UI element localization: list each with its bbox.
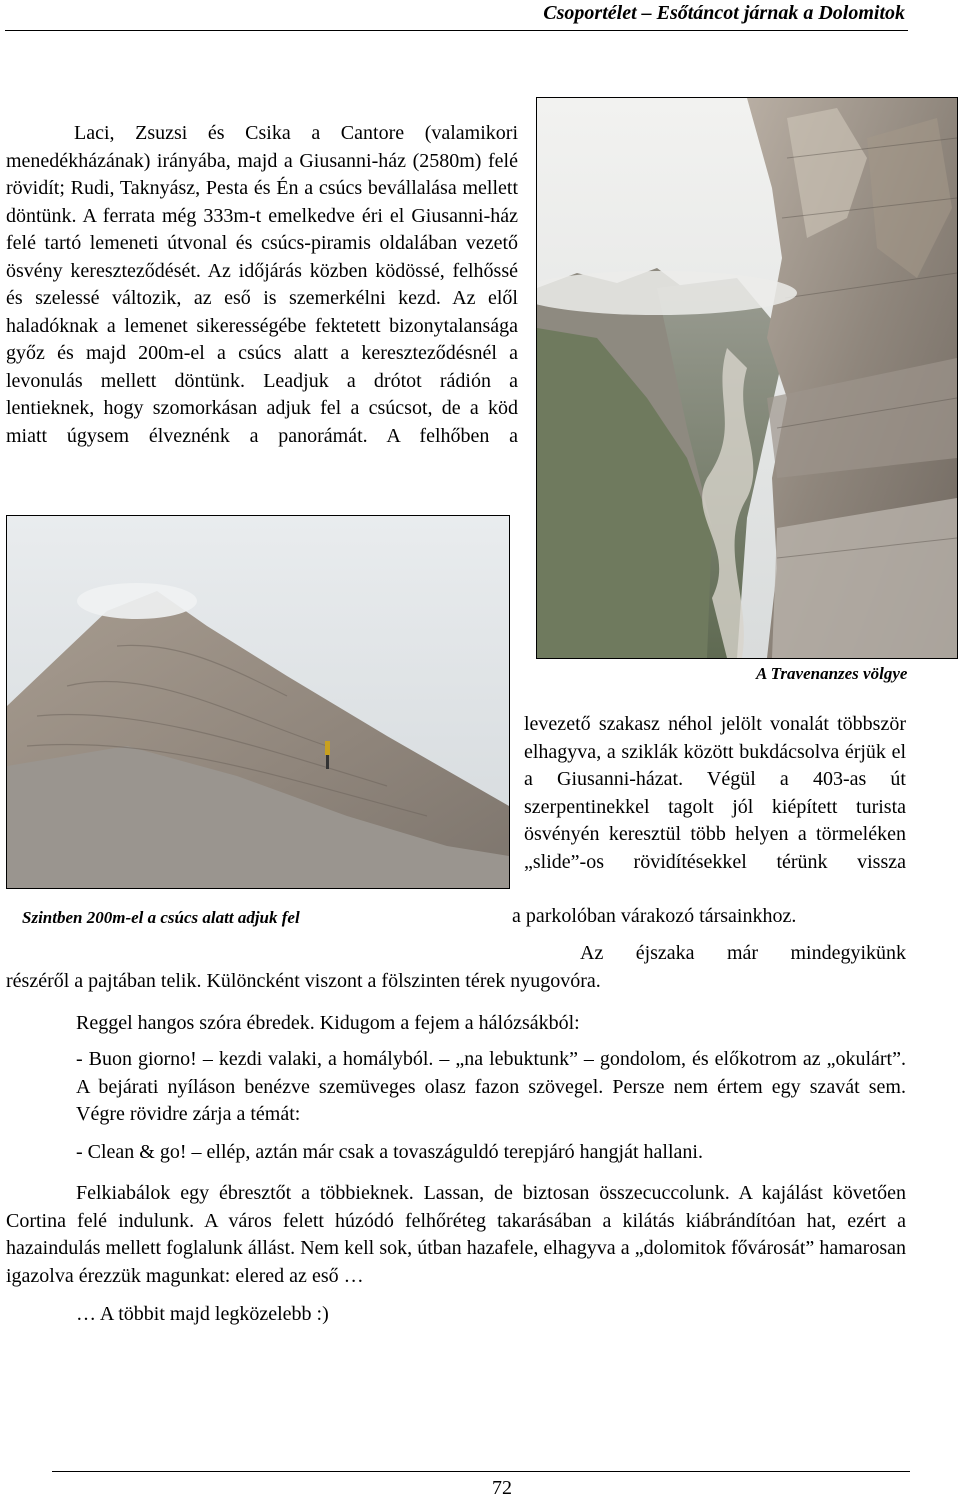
footer-rule	[52, 1471, 910, 1472]
climber-figure	[325, 741, 330, 755]
caption-photo-2: Szintben 200m-el a csúcs alatt adjuk fel	[22, 908, 300, 927]
paragraph-2: levezető szakasz néhol jelölt vonalát többször elhagyva, a sziklák között bukdácsolva érjük el a Giusanni-házat. Végül a 403-as út szerpentinekkel tagolt jól kiépített turista ösvényén keresztül több helyen a törmeléken „slide”-os rövidítésekkel térünk vissza	[524, 713, 906, 873]
paragraph-2-end: a parkolóban várakozó társainkhoz.	[512, 905, 797, 927]
photo-summit-slope	[6, 515, 510, 889]
paragraph-5: - Buon giorno! – kezdi valaki, a homályból. – „na lebuktunk” – gondolom, és előkotrom az „okulárt”. A bejárati nyíláson benézve szemüveges olasz fazon szövegel. Persze nem értem egy szavát sem. Végre rövidre zárja a témát:	[76, 1048, 906, 1125]
paragraph-7: Felkiabálok egy ébresztőt a többieknek. Lassan, de biztosan összecuccolunk. A kajálást követően Cortina felé indulunk. A város felett húzódó felhőréteg takarásában a kilátás kiábrándítóan hat, ezért a hazaindulás mellett foglalunk állást. Nem kell sok, útban hazafele, elhagyva a „dolomitok fővárosát” hamarosan igazolva érezzük magunkat: elered az eső …	[6, 1182, 906, 1287]
paragraph-8: … A többit majd legközelebb :)	[76, 1303, 329, 1325]
valley-photo-illustration	[537, 98, 957, 658]
running-header: Csoportélet – Esőtáncot járnak a Dolomitok	[543, 2, 905, 24]
paragraph-3-start: Az éjszaka már mindegyikünk	[580, 942, 906, 964]
page-number: 72	[492, 1477, 512, 1499]
paragraph-1: Laci, Zsuzsi és Csika a Cantore (valamikori menedékházának) irányába, majd a Giusanni-ház (2580m) felé rövidít; Rudi, Taknyász, Pesta és Én a csúcs bevállalása mellett döntünk. A ferrata még 333m-t emelkedve éri el Giusanni-ház felé tartó lemeneti útvonal és csúcs-piramis oldalában vezető ösvény kereszteződését. Az időjárás közben ködössé, felhőssé és szelessé változik, az eső is szemerkélni kezd. Az elől haladóknak a lemenet sikerességébe fektetett bizonytalansága győz és majd 200m-el a csúcs alatt a kereszteződésnél a levonulás mellett döntünk. Leadjuk a drótot rádión a lentieknek, hogy szomorkásan adjuk fel a csúcsot, de a köd miatt úgysem élveznénk a panorámát. A felhőben a	[6, 122, 518, 447]
paragraph-6: - Clean & go! – ellép, aztán már csak a tovaszáguldó terepjáró hangját hallani.	[76, 1141, 703, 1163]
slope-photo-illustration	[7, 516, 509, 888]
paragraph-3-rest: részéről a pajtában telik. Különcként viszont a fölszinten térek nyugovóra.	[6, 970, 601, 992]
photo-travenanzes-valley	[536, 97, 958, 659]
header-rule	[5, 30, 908, 31]
caption-photo-1: A Travenanzes völgye	[756, 664, 908, 683]
paragraph-4: Reggel hangos szóra ébredek. Kidugom a fejem a hálózsákból:	[76, 1012, 580, 1034]
